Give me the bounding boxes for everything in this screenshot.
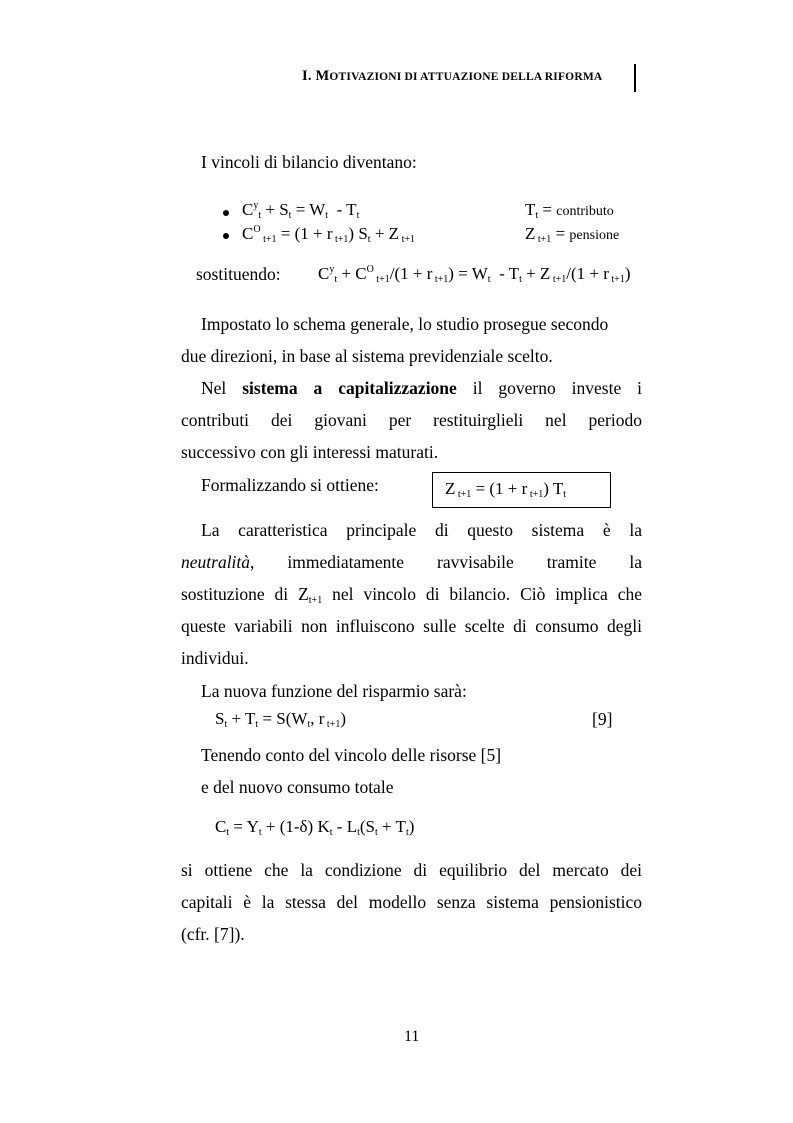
bullet-1	[223, 210, 229, 216]
consumption-formula: $C_t = Y_t + (1-\delta)$ $K_t - L_t(S_t + T_t)$	[215, 817, 415, 838]
contributo-label: contributo	[556, 204, 614, 219]
constraint-2: $C^O$ $_{t+1}$ = (1 + r $_{t+1}$) $S_t + Z$ $_{t+1}$	[242, 224, 415, 245]
bullet-2	[223, 233, 229, 239]
pensione-label: pensione	[569, 228, 620, 243]
para3-line3-b: nel vincolo di bilancio. Ciò implica che	[322, 584, 643, 604]
intro-text: I vincoli di bilancio diventano:	[201, 152, 417, 172]
para2-line2: contributi dei giovani per restituirglieli nel periodo	[181, 410, 642, 430]
para1-line2: due direzioni, in base al sistema previdenziale scelto.	[181, 346, 553, 366]
para3-line3	[181, 578, 642, 610]
chapter-number: I.	[302, 68, 312, 84]
para1-line1: Impostato lo schema generale, lo studio prosegue secondo	[201, 314, 609, 334]
para2-line1	[181, 372, 642, 404]
chapter-title-initial: M	[315, 68, 330, 84]
para3-line3-sub: t+1	[308, 595, 323, 606]
header-rule	[634, 64, 636, 92]
para3-line5: individui.	[181, 648, 249, 668]
resources-line2: e del nuovo consumo totale	[201, 777, 394, 797]
chapter-title-rest: OTIVAZIONI DI ATTUAZIONE DELLA RIFORMA	[329, 71, 603, 83]
conclusion-paragraph	[181, 854, 642, 950]
para3-line1: La caratteristica principale di questo sistema è la	[201, 520, 642, 540]
equation-number: [9]	[592, 709, 613, 729]
paragraph-1	[181, 308, 642, 372]
constraint-2-right: Z $_{t+1}$ = pensione	[525, 224, 620, 245]
substituting-label: sostituendo:	[196, 264, 281, 284]
boxed-formula: Z $_{t+1}$ = (1 + r $_{t+1}$) $T_t$	[432, 472, 611, 508]
conclusion-line2: capitali è la stessa del modello senza sistema pensionistico	[181, 892, 642, 912]
page-number: 11	[404, 1028, 420, 1045]
paragraph-2	[181, 372, 642, 468]
conclusion-line1: si ottiene che la condizione di equilibrio del mercato dei	[181, 860, 642, 880]
para2-line3: successivo con gli interessi maturati.	[181, 442, 439, 462]
constraint-1-right: $T_t$ = contributo	[525, 200, 614, 221]
substituted-formula: $C^y_t + C^O$ $_{t+1}$/(1 + r $_{t+1}) = W_t - T_t + Z$ $_{t+1}$/(1 + r $_{t+1}$)	[318, 264, 631, 285]
conclusion-line3: (cfr. [7]).	[181, 924, 245, 944]
para3-line2	[181, 546, 642, 578]
resources-line1: Tenendo conto del vincolo delle risorse [5]	[201, 745, 502, 765]
italic-term: neutralità	[181, 552, 251, 572]
formalize-label: Formalizzando si ottiene:	[201, 475, 379, 495]
para2-suffix: il governo investe i	[472, 378, 643, 398]
para3-line4: queste variabili non influiscono sulle scelte di consumo degli	[181, 616, 642, 636]
paragraph-3	[181, 514, 642, 674]
para3-line2-rest: , immediatamente ravvisabile tramite la	[250, 552, 642, 572]
running-header	[302, 68, 602, 85]
para3-line3-a: sostituzione di Z	[181, 584, 309, 604]
bold-term: sistema a capitalizzazione	[242, 378, 457, 398]
savings-label: La nuova funzione del risparmio sarà:	[201, 681, 467, 701]
constraint-1: $C^y_t + S_t = W_t - T_t$	[242, 200, 360, 221]
para2-prefix: Nel	[201, 378, 227, 398]
savings-formula: $S_t + T_t = S(W_t$, r $_{t+1}$)	[215, 709, 346, 730]
